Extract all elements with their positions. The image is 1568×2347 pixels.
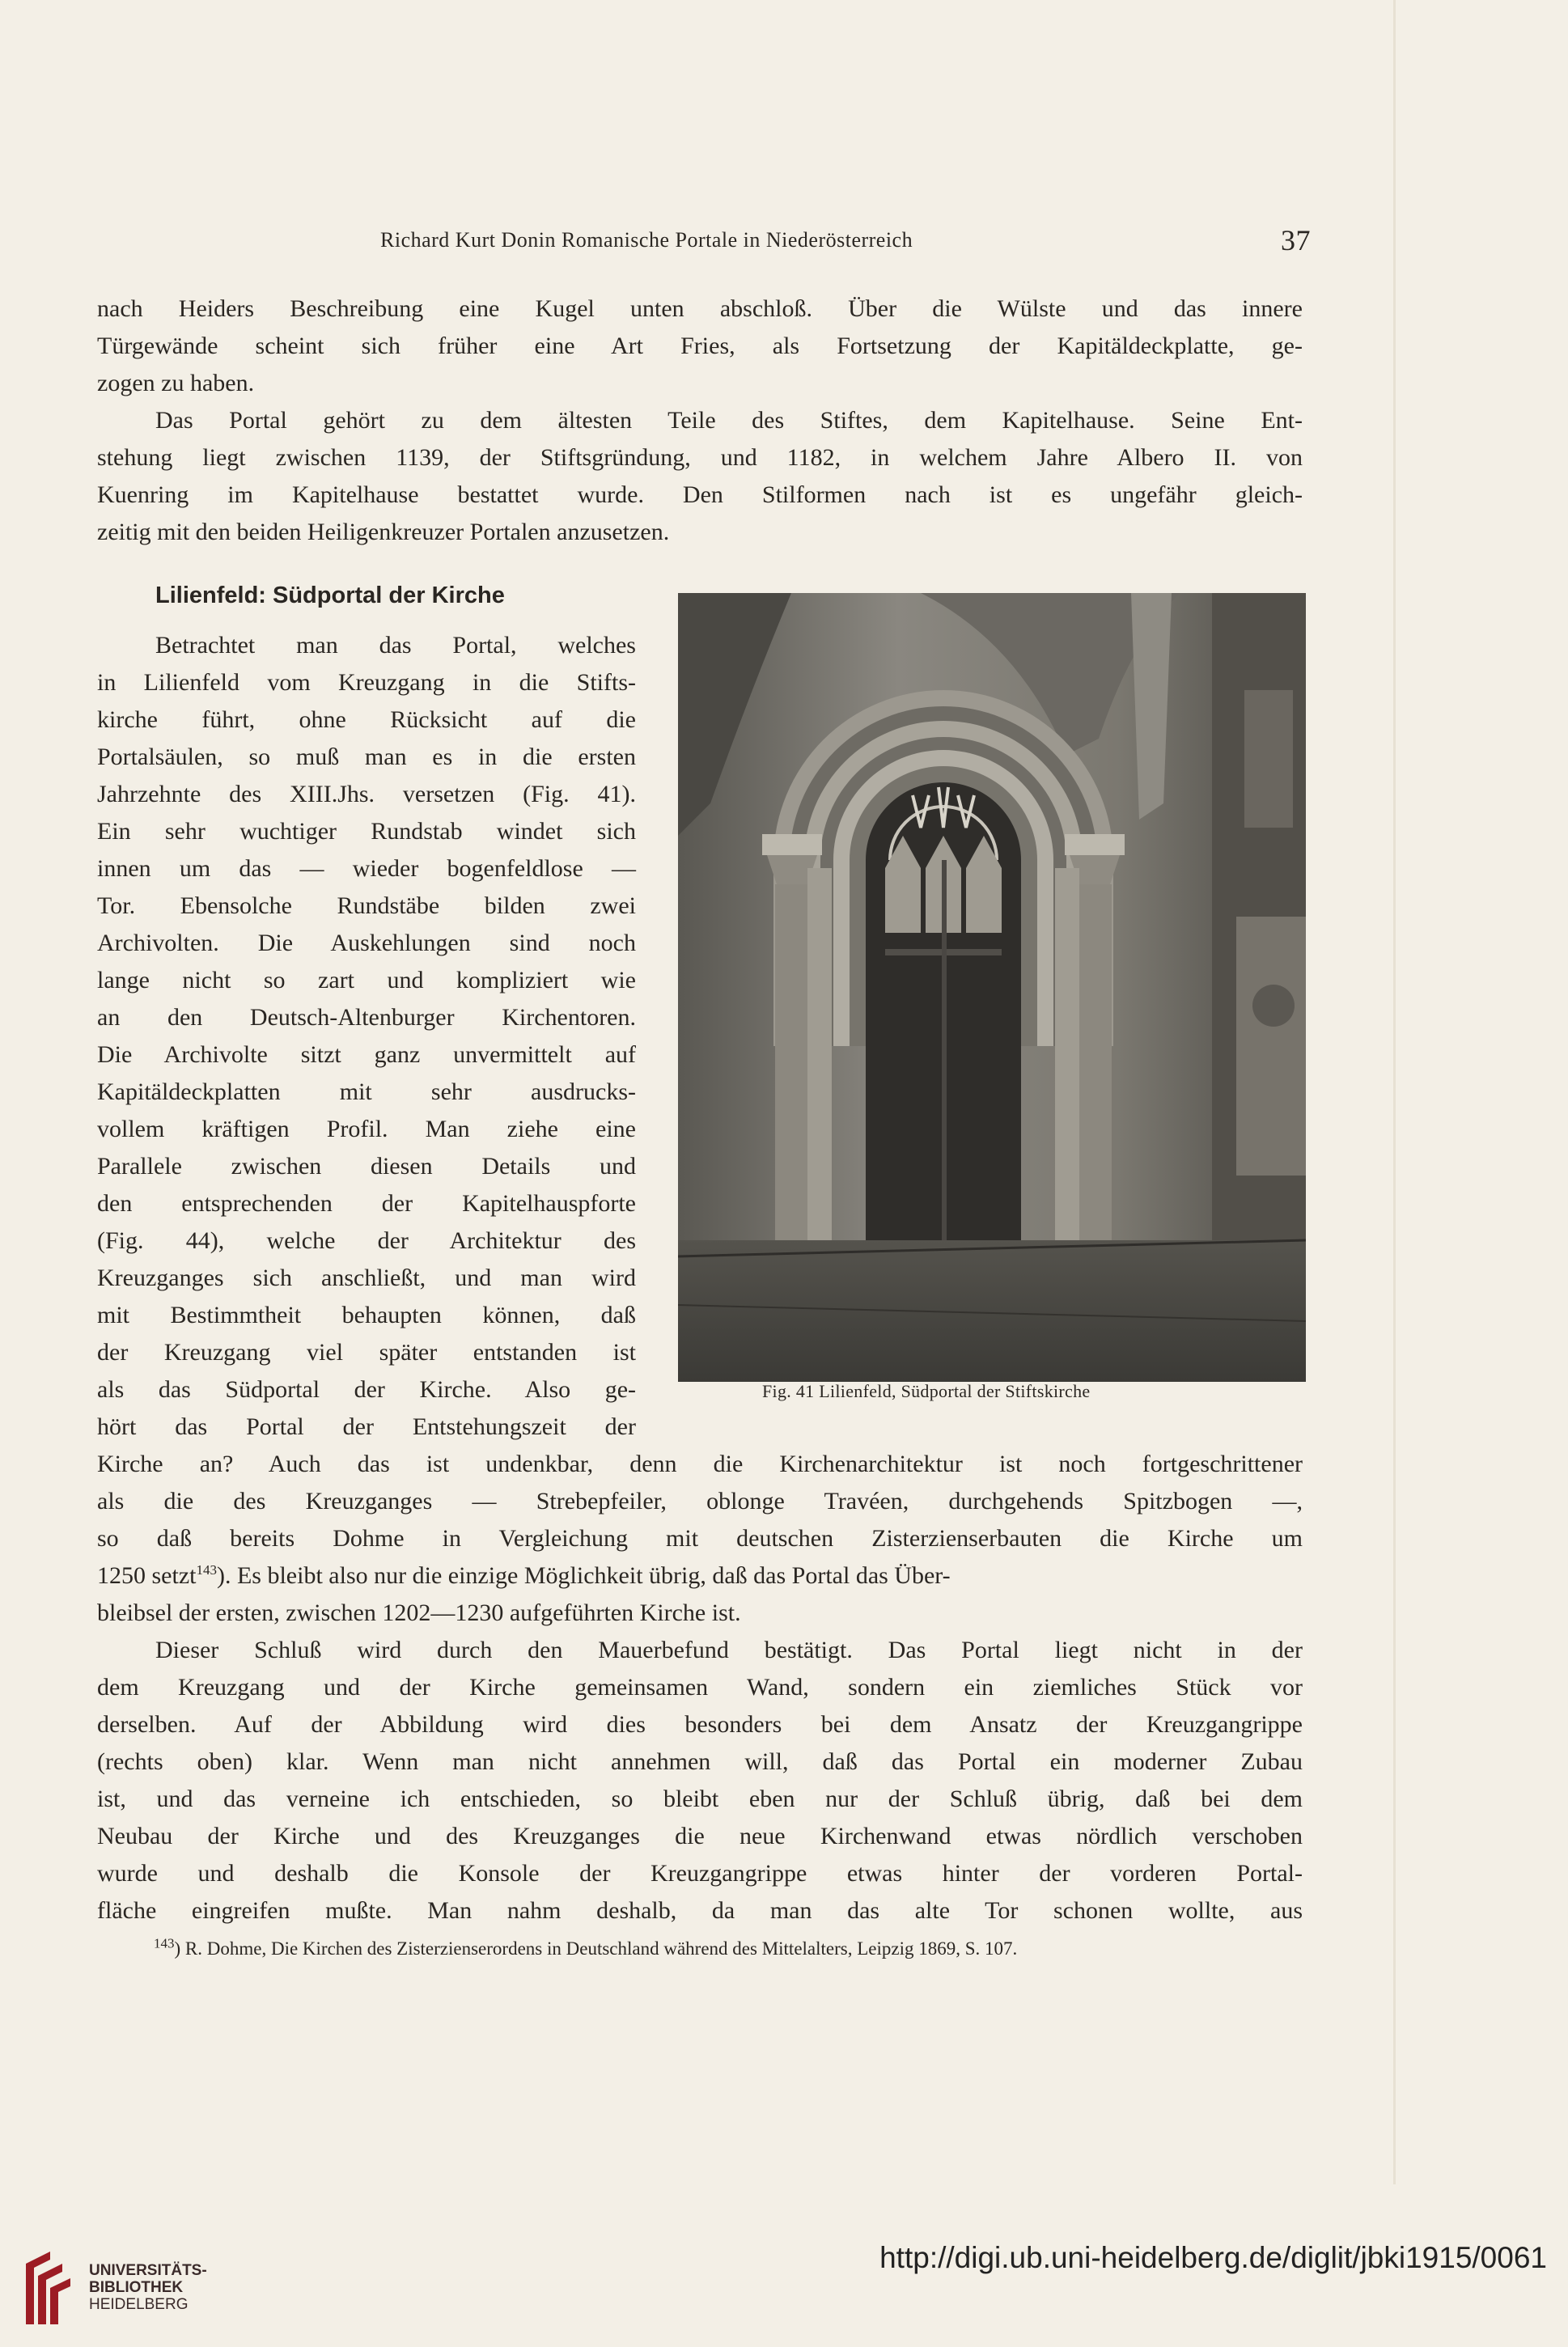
- figure-caption: Fig. 41 Lilienfeld, Südportal der Stiftskirche: [762, 1381, 1091, 1401]
- body-line: Ein sehr wuchtiger Rundstab windet sich: [97, 818, 636, 845]
- library-name: [89, 2262, 207, 2313]
- body-line: zogen zu haben.: [97, 370, 255, 396]
- body-line: Kirche an? Auch das ist undenkbar, denn die Kirchenarchitektur ist noch fortgeschrittener: [97, 1451, 1303, 1477]
- body-line: Kuenring im Kapitelhause bestattet wurde. Den Stilformen nach ist es ungefähr gleich-: [97, 481, 1303, 508]
- body-line: (rechts oben) klar. Wenn man nicht annehmen will, daß das Portal ein moderner Zubau: [97, 1748, 1303, 1775]
- footnote-text: ) R. Dohme, Die Kirchen des Zisterzienserordens in Deutschland während des Mittelalters, Leipzig 1869, S. 107.: [174, 1938, 1018, 1959]
- body-line: Dieser Schluß wird durch den Mauerbefund bestätigt. Das Portal liegt nicht in der: [155, 1637, 1303, 1663]
- body-line: nach Heiders Beschreibung eine Kugel unten abschloß. Über die Wülste und das innere: [97, 295, 1303, 322]
- body-line: Das Portal gehört zu dem ältesten Teile des Stiftes, dem Kapitelhause. Seine Ent-: [155, 407, 1303, 434]
- library-name-line: UNIVERSITÄTS-: [89, 2262, 207, 2279]
- body-line: so daß bereits Dohme in Vergleichung mit deutschen Zisterzienserbauten die Kirche um: [97, 1525, 1303, 1552]
- body-line: der Kreuzgang viel später entstanden ist: [97, 1339, 636, 1366]
- body-line: in Lilienfeld vom Kreuzgang in die Stifts-: [97, 669, 636, 696]
- body-line: Kreuzganges sich anschließt, und man wird: [97, 1265, 636, 1291]
- library-name-line: HEIDELBERG: [89, 2296, 189, 2313]
- body-line: Neubau der Kirche und des Kreuzganges die neue Kirchenwand etwas nördlich verschoben: [97, 1823, 1303, 1849]
- body-text: 1250 setzt: [97, 1562, 197, 1589]
- source-url-link[interactable]: http://digi.ub.uni-heidelberg.de/diglit/jbki1915/0061: [879, 2241, 1547, 2274]
- footnote: [154, 1935, 1303, 1959]
- page-number: 37: [1281, 224, 1311, 256]
- body-line: Parallele zwischen diesen Details und: [97, 1153, 636, 1180]
- body-line: Betrachtet man das Portal, welches: [155, 632, 636, 659]
- body-line: fläche eingreifen mußte. Man nahm deshalb, da man das alte Tor schonen wollte, aus: [97, 1897, 1303, 1924]
- body-line: Portalsäulen, so muß man es in die ersten: [97, 743, 636, 770]
- running-header: [380, 224, 1311, 261]
- portal-photograph: [678, 593, 1306, 1382]
- body-line: innen um das — wieder bogenfeldlose —: [97, 855, 636, 882]
- body-text: ). Es bleibt also nur die einzige Möglichkeit übrig, daß das Portal das Über-: [216, 1562, 951, 1589]
- body-line: kirche führt, ohne Rücksicht auf die: [97, 706, 636, 733]
- body-line: lange nicht so zart und kompliziert wie: [97, 967, 636, 993]
- library-name-line: BIBLIOTHEK: [89, 2279, 184, 2296]
- body-line: dem Kreuzgang und der Kirche gemeinsamen Wand, sondern ein ziemliches Stück vor: [97, 1674, 1303, 1701]
- body-line: stehung liegt zwischen 1139, der Stiftsgründung, und 1182, in welchem Jahre Albero II. von: [97, 444, 1303, 471]
- body-line: Tor. Ebensolche Rundstäbe bilden zwei: [97, 892, 636, 919]
- body-line-with-footnote: [97, 1557, 1303, 1595]
- body-line: (Fig. 44), welche der Architektur des: [97, 1227, 636, 1254]
- body-line: derselben. Auf der Abbildung wird dies besonders bei dem Ansatz der Kreuzgangrippe: [97, 1711, 1303, 1738]
- body-line: wurde und deshalb die Konsole der Kreuzgangrippe etwas hinter der vorderen Portal-: [97, 1860, 1303, 1887]
- library-logo-icon: [18, 2247, 74, 2328]
- body-line: Jahrzehnte des XIII.Jhs. versetzen (Fig. 41).: [97, 781, 636, 807]
- section-heading: Lilienfeld: Südportal der Kirche: [155, 583, 505, 608]
- body-line: an den Deutsch-Altenburger Kirchentoren.: [97, 1004, 636, 1031]
- body-line: zeitig mit den beiden Heiligenkreuzer Portalen anzusetzen.: [97, 519, 670, 545]
- portal-photo-illustration: [678, 593, 1306, 1382]
- body-line: als das Südportal der Kirche. Also ge-: [97, 1376, 636, 1403]
- body-line: Türgewände scheint sich früher eine Art Fries, als Fortsetzung der Kapitäldeckplatte, ge-: [97, 333, 1303, 359]
- body-line: Archivolten. Die Auskehlungen sind noch: [97, 930, 636, 956]
- body-line: Die Archivolte sitzt ganz unvermittelt auf: [97, 1041, 636, 1068]
- footnote-reference: 143: [196, 1562, 217, 1578]
- page-binding-edge: [1393, 0, 1396, 2184]
- body-line: hört das Portal der Entstehungszeit der: [97, 1413, 636, 1440]
- body-line: ist, und das verneine ich entschieden, so bleibt eben nur der Schluß übrig, daß bei dem: [97, 1786, 1303, 1812]
- body-line: den entsprechenden der Kapitelhauspforte: [97, 1190, 636, 1217]
- body-line: mit Bestimmtheit behaupten können, daß: [97, 1302, 636, 1328]
- body-line: vollem kräftigen Profil. Man ziehe eine: [97, 1116, 636, 1142]
- body-line: als die des Kreuzganges — Strebepfeiler, oblonge Travéen, durchgehends Spitzbogen —,: [97, 1488, 1303, 1515]
- body-line: Kapitäldeckplatten mit sehr ausdrucks-: [97, 1078, 636, 1105]
- footnote-number: 143: [154, 1935, 175, 1951]
- body-line: bleibsel der ersten, zwischen 1202—1230 aufgeführten Kirche ist.: [97, 1599, 741, 1626]
- running-title: Richard Kurt Donin Romanische Portale in Niederösterreich: [380, 228, 913, 252]
